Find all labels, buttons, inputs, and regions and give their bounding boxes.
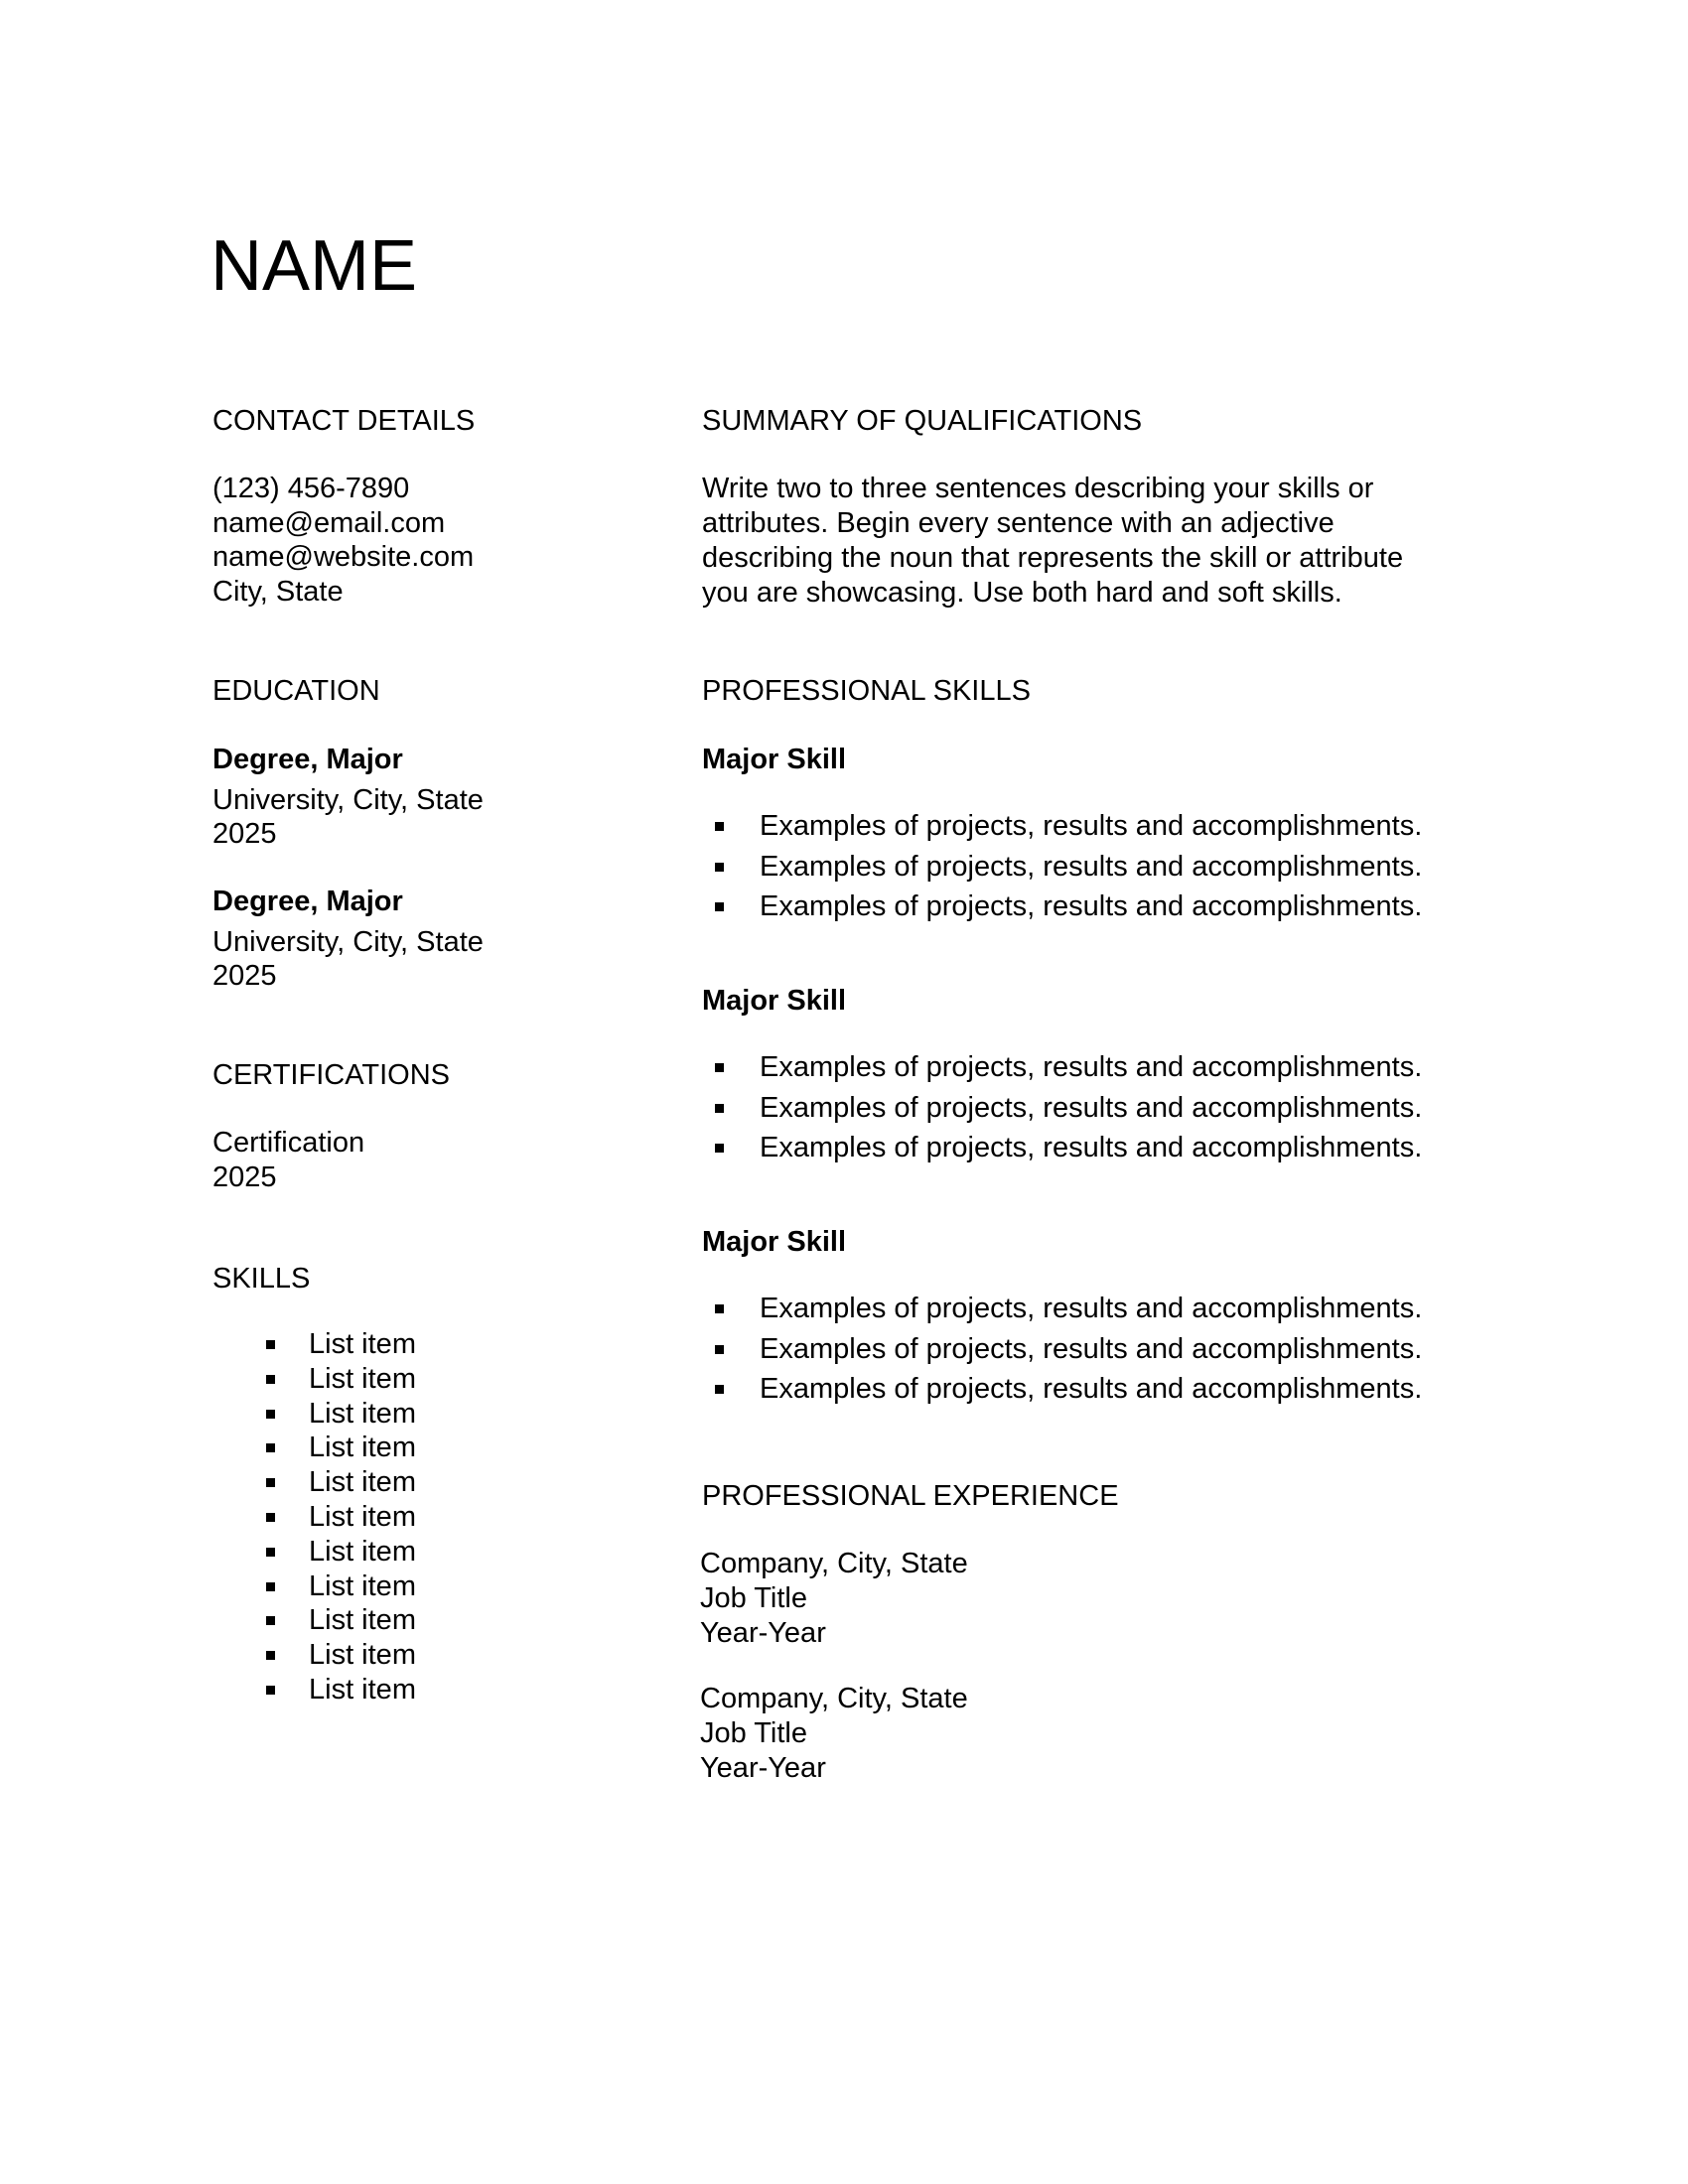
skill-example-item: Examples of projects, results and accomplishments. (760, 890, 1423, 922)
education-degree: Degree, Major (212, 744, 403, 775)
certification-year: 2025 (212, 1161, 277, 1193)
experience-job-title: Job Title (700, 1582, 807, 1614)
contact-location: City, State (212, 576, 344, 608)
experience-company: Company, City, State (700, 1683, 968, 1714)
summary-line: describing the noun that represents the skill or attribute (702, 542, 1404, 574)
summary-line: attributes. Begin every sentence with an adjective (702, 507, 1335, 539)
square-bullet-icon (266, 1548, 275, 1557)
skill-example-item: Examples of projects, results and accomplishments. (760, 1293, 1423, 1324)
skill-example-item: Examples of projects, results and accomplishments. (760, 851, 1423, 883)
skill-list-item: List item (309, 1466, 416, 1498)
experience-heading: PROFESSIONAL EXPERIENCE (702, 1480, 1119, 1512)
education-school: University, City, State (212, 784, 484, 816)
major-skill-title: Major Skill (702, 985, 847, 1017)
skill-example-item: Examples of projects, results and accomplishments. (760, 810, 1423, 842)
education-degree: Degree, Major (212, 886, 403, 917)
skill-list-item: List item (309, 1604, 416, 1636)
square-bullet-icon (715, 1063, 724, 1072)
certifications-heading: CERTIFICATIONS (212, 1059, 450, 1091)
square-bullet-icon (715, 863, 724, 872)
certification-name: Certification (212, 1127, 365, 1159)
major-skill-title: Major Skill (702, 1226, 847, 1258)
square-bullet-icon (266, 1340, 275, 1349)
resume-name: NAME (211, 226, 418, 306)
contact-website: name@website.com (212, 541, 475, 573)
professional-skills-heading: PROFESSIONAL SKILLS (702, 675, 1031, 707)
experience-years: Year-Year (700, 1752, 826, 1784)
education-year: 2025 (212, 818, 277, 850)
skill-example-item: Examples of projects, results and accomplishments. (760, 1373, 1423, 1405)
square-bullet-icon (266, 1410, 275, 1419)
summary-line: Write two to three sentences describing your skills or (702, 473, 1374, 504)
skill-example-item: Examples of projects, results and accomplishments. (760, 1092, 1423, 1124)
skill-list-item: List item (309, 1398, 416, 1430)
skill-list-item: List item (309, 1639, 416, 1671)
contact-email: name@email.com (212, 507, 446, 539)
square-bullet-icon (715, 902, 724, 911)
square-bullet-icon (266, 1686, 275, 1695)
skills-heading: SKILLS (212, 1263, 311, 1295)
square-bullet-icon (266, 1478, 275, 1487)
square-bullet-icon (266, 1616, 275, 1625)
education-school: University, City, State (212, 926, 484, 958)
skill-list-item: List item (309, 1501, 416, 1533)
contact-phone: (123) 456-7890 (212, 473, 410, 504)
experience-years: Year-Year (700, 1617, 826, 1649)
square-bullet-icon (266, 1651, 275, 1660)
skill-list-item: List item (309, 1536, 416, 1568)
summary-paragraph (702, 472, 1477, 611)
experience-job-title: Job Title (700, 1717, 807, 1749)
skill-list-item: List item (309, 1328, 416, 1360)
square-bullet-icon (715, 1345, 724, 1354)
education-year: 2025 (212, 960, 277, 992)
contact-heading: CONTACT DETAILS (212, 405, 476, 437)
square-bullet-icon (715, 1385, 724, 1394)
square-bullet-icon (266, 1443, 275, 1452)
skill-list-item: List item (309, 1674, 416, 1706)
square-bullet-icon (715, 1104, 724, 1113)
skill-list-item: List item (309, 1570, 416, 1602)
summary-line: you are showcasing. Use both hard and soft skills. (702, 577, 1342, 609)
square-bullet-icon (266, 1375, 275, 1384)
square-bullet-icon (266, 1582, 275, 1591)
square-bullet-icon (715, 1304, 724, 1313)
education-heading: EDUCATION (212, 675, 380, 707)
square-bullet-icon (266, 1513, 275, 1522)
skill-example-item: Examples of projects, results and accomplishments. (760, 1132, 1423, 1163)
square-bullet-icon (715, 1144, 724, 1153)
skill-list-item: List item (309, 1363, 416, 1395)
skill-list-item: List item (309, 1432, 416, 1463)
skill-example-item: Examples of projects, results and accomplishments. (760, 1333, 1423, 1365)
major-skill-title: Major Skill (702, 744, 847, 775)
summary-heading: SUMMARY OF QUALIFICATIONS (702, 405, 1143, 437)
experience-company: Company, City, State (700, 1548, 968, 1579)
skill-example-item: Examples of projects, results and accomplishments. (760, 1051, 1423, 1083)
square-bullet-icon (715, 822, 724, 831)
